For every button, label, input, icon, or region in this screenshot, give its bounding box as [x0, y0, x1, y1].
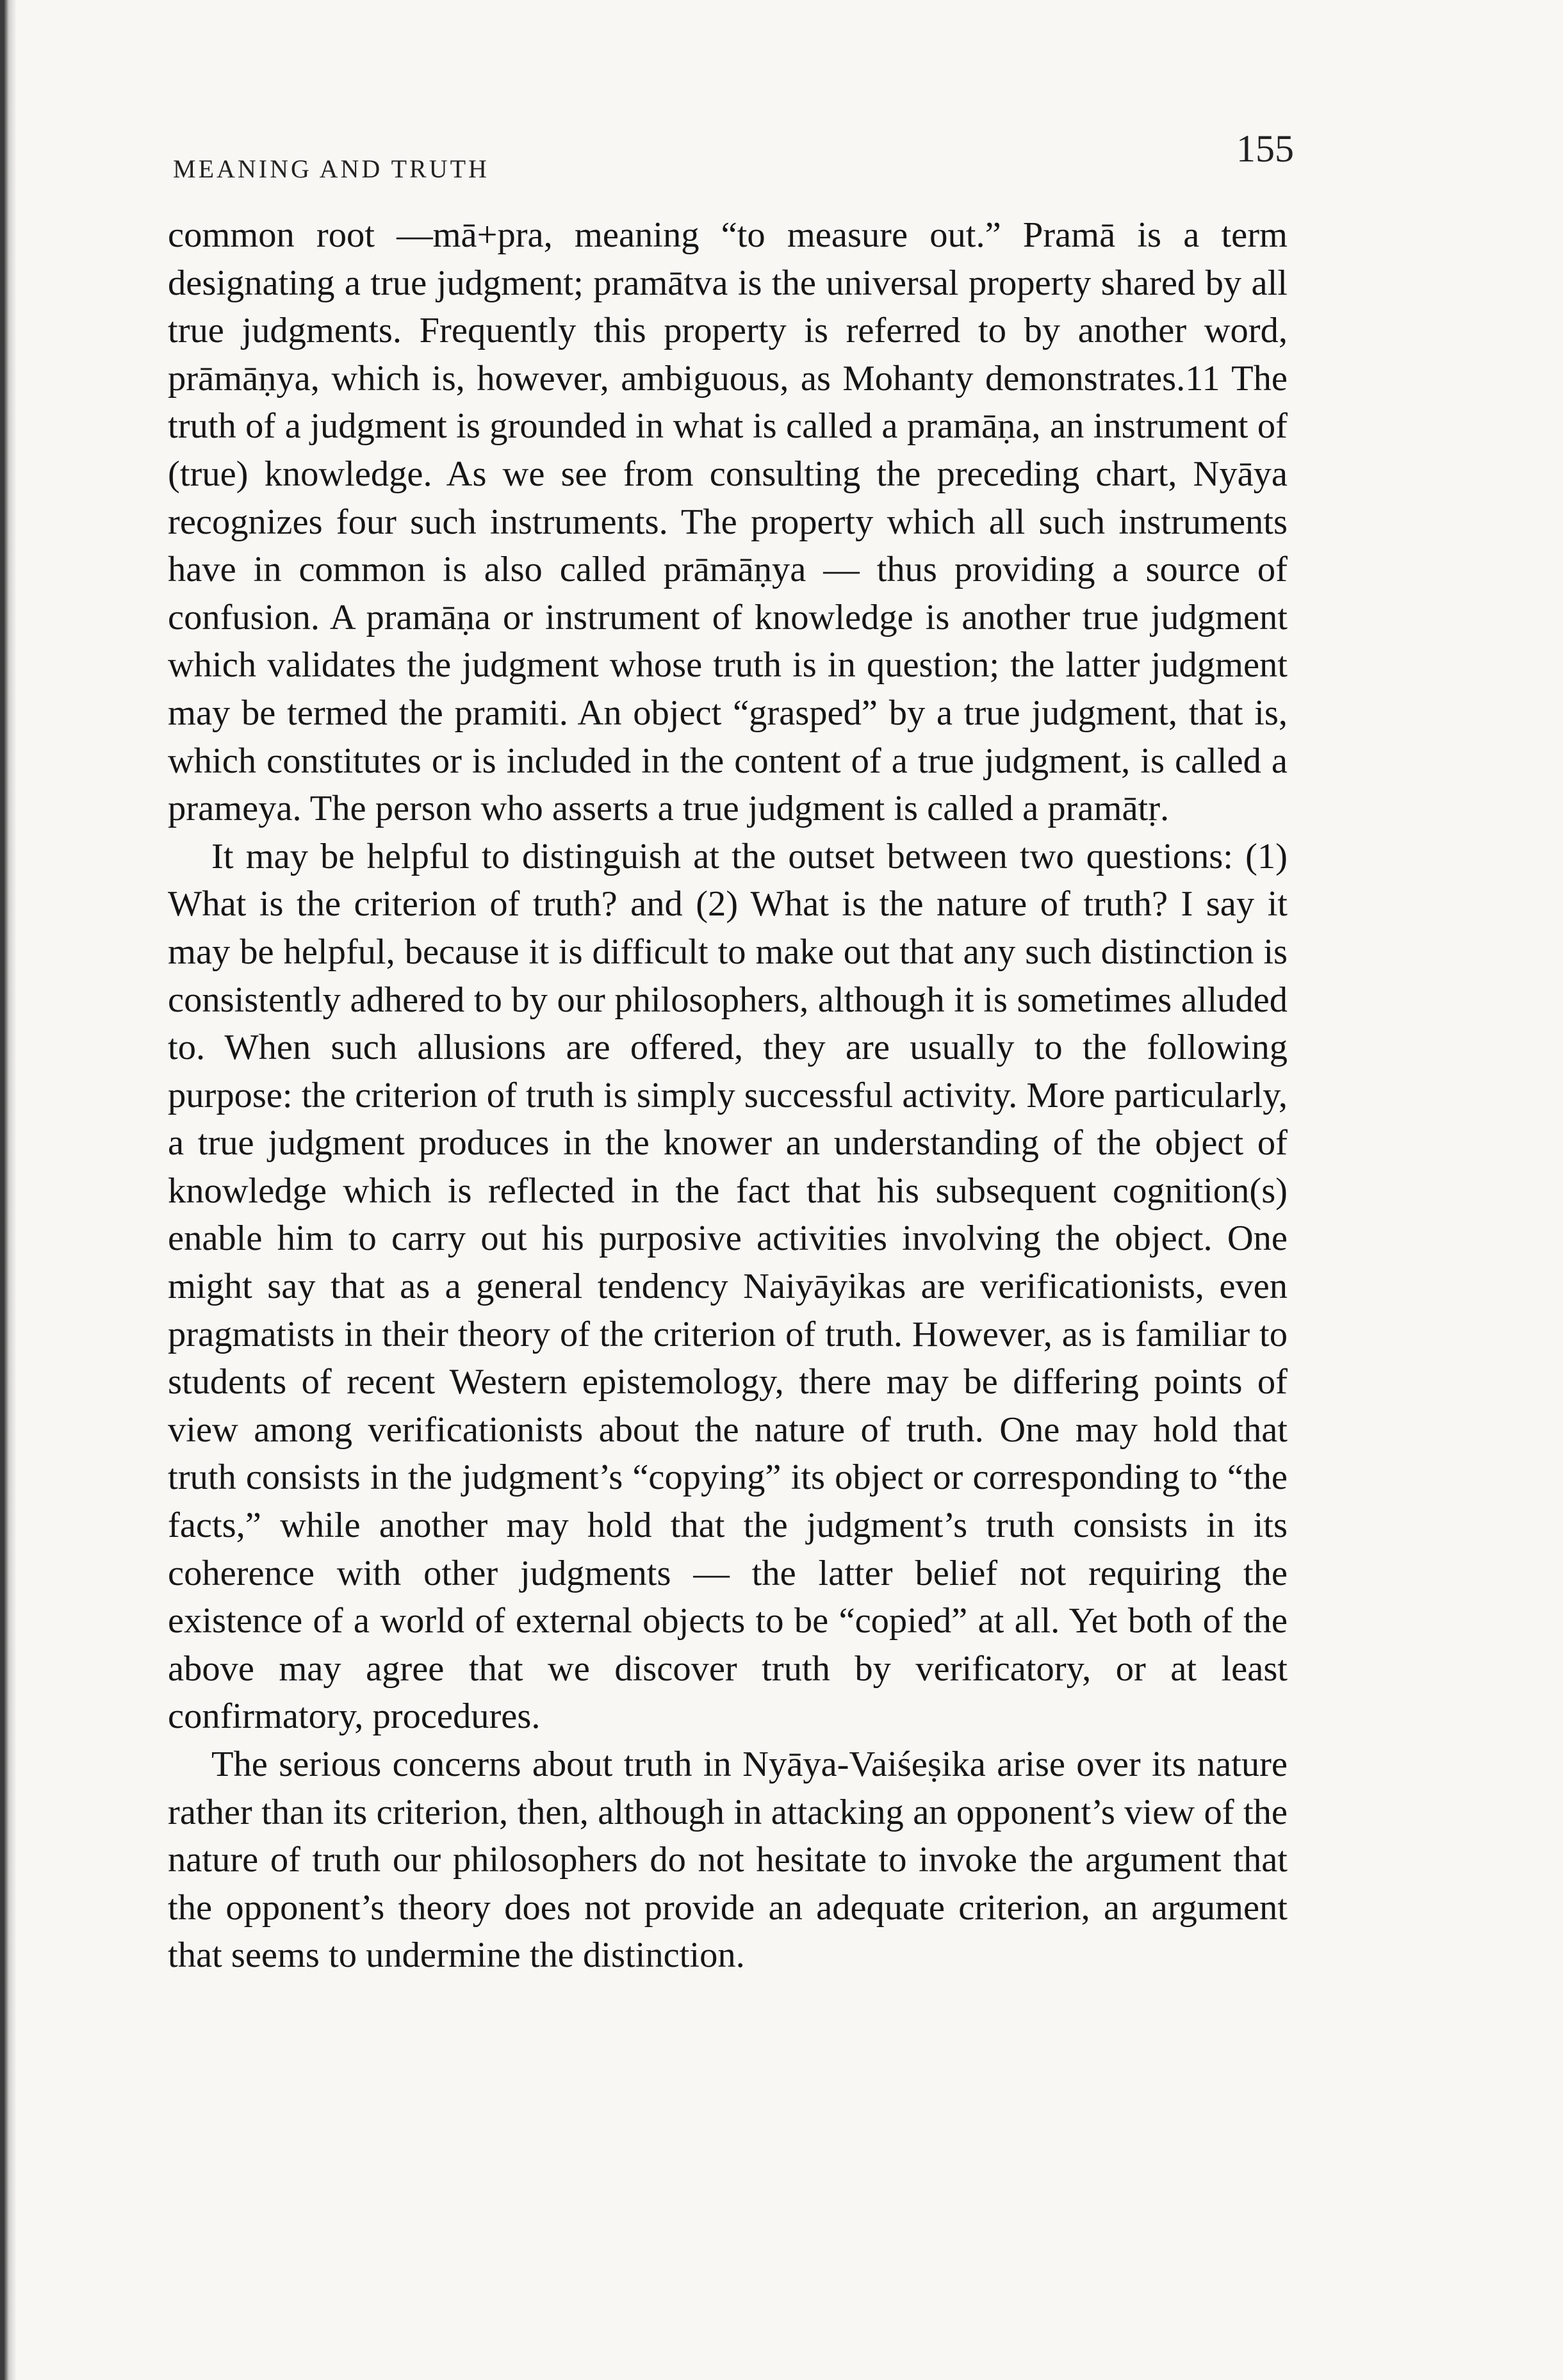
running-head: MEANING AND TRUTH [173, 154, 489, 183]
paragraph-1: common root —mā+pra, meaning “to measure out.” Pramā is a term designating a true judgment; pramātva is the universal property shared by all true judgments. Frequently this property is referred to by another word, prāmāṇya, which is, however, ambiguous, as Mohanty demonstrates.11 The truth of a judgment is grounded in what is called a pramāṇa, an instrument of (true) knowledge. As we see from consulting the preceding chart, Nyāya recognizes four such instruments. The property which all such instruments have in common is also called prāmāṇya — thus providing a source of confusion. A pramāṇa or instrument of knowledge is another true judgment which validates the judgment whose truth is in question; the latter judgment may be termed the pramiti. An object “grasped” by a true judgment, that is, which constitutes or is included in the content of a true judgment, is called a prameya. The person who asserts a true judgment is called a pramātṛ. [168, 215, 1288, 829]
page-header [173, 127, 1294, 197]
paragraph-2: It may be helpful to distinguish at the outset between two questions: (1) What is the criterion of truth? and (2) What is the nature of truth? I say it may be helpful, because it is difficult to make out that any such distinction is consistently adhered to by our philosophers, although it is sometimes alluded to. When such allusions are offered, they are usually to the following purpose: the criterion of truth is simply successful activity. More particularly, a true judgment produces in the knower an understanding of the object of knowledge which is reflected in the fact that his subsequent cognition(s) enable him to carry out his purposive activities involving the object. One might say that as a general tendency Naiyāyikas are verificationists, even pragmatists in their theory of the criterion of truth. However, as is familiar to students of recent Western epistemology, there may be differing points of view among verificationists about the nature of truth. One may hold that truth consists in the judgment’s “copying” its object or corresponding to “the facts,” while another may hold that the judgment’s truth consists in its coherence with other judgments — the latter belief not requiring the existence of a world of external objects to be “copied” at all. Yet both of the above may agree that we discover truth by verificatory, or at least confirmatory, procedures. [168, 836, 1288, 1737]
body-text [168, 211, 1288, 1980]
page-number: 155 [1236, 127, 1294, 170]
scan-gutter-edge [0, 0, 17, 2380]
paragraph-3: The serious concerns about truth in Nyāya-Vaiśeṣika arise over its nature rather than its criterion, then, although in attacking an opponent’s view of the nature of truth our philosophers do not hesitate to invoke the argument that the opponent’s theory does not provide an adequate criterion, an argument that seems to undermine the distinction. [168, 1744, 1288, 1976]
